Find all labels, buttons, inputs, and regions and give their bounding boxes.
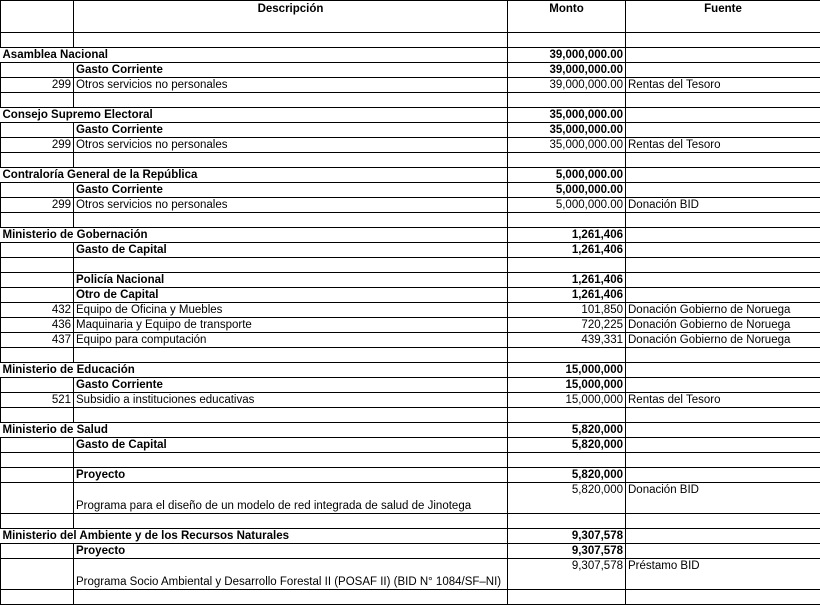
institution-amount: 35,000,000.00 xyxy=(508,108,626,123)
table-row xyxy=(1,393,820,408)
row-description: Maquinaria y Equipo de transporte xyxy=(74,318,508,333)
table-row xyxy=(1,258,820,273)
row-code xyxy=(1,408,74,423)
table-row xyxy=(1,544,820,559)
row-source: Rentas del Tesoro xyxy=(626,138,820,153)
row-amount xyxy=(508,408,626,423)
row-source xyxy=(626,183,820,198)
row-source: Donación Gobierno de Noruega xyxy=(626,303,820,318)
row-amount: 1,261,406 xyxy=(508,288,626,303)
row-amount: 5,820,000 xyxy=(508,483,626,514)
row-amount: 1,261,406 xyxy=(508,243,626,258)
table-row xyxy=(1,318,820,333)
row-amount xyxy=(508,590,626,605)
row-description: Subsidio a instituciones educativas xyxy=(74,393,508,408)
row-amount: 439,331 xyxy=(508,333,626,348)
row-source xyxy=(626,423,820,438)
row-source xyxy=(626,123,820,138)
table-row xyxy=(1,168,820,183)
table-row xyxy=(1,378,820,393)
row-source xyxy=(626,243,820,258)
table-row xyxy=(1,288,820,303)
row-source xyxy=(626,544,820,559)
table-row xyxy=(1,333,820,348)
row-description: Gasto de Capital xyxy=(74,438,508,453)
row-description xyxy=(74,453,508,468)
table-body xyxy=(1,33,820,605)
row-code xyxy=(1,453,74,468)
row-amount: 101,850 xyxy=(508,303,626,318)
table-row xyxy=(1,590,820,605)
row-code xyxy=(1,123,74,138)
row-code xyxy=(1,378,74,393)
row-code xyxy=(1,63,74,78)
row-source xyxy=(626,529,820,544)
table-row xyxy=(1,78,820,93)
row-description xyxy=(74,590,508,605)
row-source xyxy=(626,213,820,228)
row-amount: 1,261,406 xyxy=(508,273,626,288)
institution-amount: 5,820,000 xyxy=(508,423,626,438)
table-row xyxy=(1,198,820,213)
row-description xyxy=(74,213,508,228)
row-source xyxy=(626,153,820,168)
row-description: Proyecto xyxy=(74,544,508,559)
row-code: 299 xyxy=(1,78,74,93)
row-source: Donación BID xyxy=(626,198,820,213)
table-row xyxy=(1,468,820,483)
table-row xyxy=(1,303,820,318)
row-source: Donación Gobierno de Noruega xyxy=(626,318,820,333)
row-amount: 9,307,578 xyxy=(508,544,626,559)
table-row xyxy=(1,33,820,48)
row-description: Otros servicios no personales xyxy=(74,198,508,213)
row-source xyxy=(626,48,820,63)
row-source xyxy=(626,348,820,363)
institution-name: Ministerio de Educación xyxy=(1,363,508,378)
row-description: Gasto Corriente xyxy=(74,378,508,393)
row-code xyxy=(1,213,74,228)
row-code: 521 xyxy=(1,393,74,408)
row-code xyxy=(1,468,74,483)
row-source xyxy=(626,108,820,123)
institution-amount: 5,000,000.00 xyxy=(508,168,626,183)
table-row xyxy=(1,453,820,468)
row-source xyxy=(626,438,820,453)
row-amount xyxy=(508,258,626,273)
row-amount: 35,000,000.00 xyxy=(508,138,626,153)
row-description: Gasto Corriente xyxy=(74,183,508,198)
row-code xyxy=(1,93,74,108)
row-code xyxy=(1,590,74,605)
row-source: Rentas del Tesoro xyxy=(626,393,820,408)
institution-name: Ministerio de Gobernación xyxy=(1,228,508,243)
row-source xyxy=(626,514,820,529)
table-row xyxy=(1,63,820,78)
row-amount: 5,820,000 xyxy=(508,438,626,453)
row-source xyxy=(626,288,820,303)
row-amount xyxy=(508,348,626,363)
row-code xyxy=(1,273,74,288)
row-code xyxy=(1,33,74,48)
row-code: 432 xyxy=(1,303,74,318)
institution-amount: 39,000,000.00 xyxy=(508,48,626,63)
row-code: 437 xyxy=(1,333,74,348)
row-source xyxy=(626,408,820,423)
table-row xyxy=(1,514,820,529)
table-row xyxy=(1,243,820,258)
row-code xyxy=(1,544,74,559)
row-amount xyxy=(508,153,626,168)
header-source: Fuente xyxy=(626,1,820,33)
row-description: Equipo de Oficina y Muebles xyxy=(74,303,508,318)
institution-amount: 1,261,406 xyxy=(508,228,626,243)
row-amount xyxy=(508,213,626,228)
table-row xyxy=(1,108,820,123)
row-amount: 720,225 xyxy=(508,318,626,333)
row-code xyxy=(1,243,74,258)
row-amount: 5,000,000.00 xyxy=(508,183,626,198)
table-row xyxy=(1,363,820,378)
table-row xyxy=(1,529,820,544)
row-description xyxy=(74,33,508,48)
institution-name: Ministerio de Salud xyxy=(1,423,508,438)
row-code: 436 xyxy=(1,318,74,333)
institution-amount: 15,000,000 xyxy=(508,363,626,378)
table-row xyxy=(1,438,820,453)
table-row xyxy=(1,93,820,108)
row-amount: 5,820,000 xyxy=(508,468,626,483)
header-code xyxy=(1,1,74,33)
table-row xyxy=(1,423,820,438)
row-amount xyxy=(508,514,626,529)
row-code xyxy=(1,288,74,303)
row-code xyxy=(1,438,74,453)
table-row xyxy=(1,213,820,228)
institution-name: Contraloría General de la República xyxy=(1,168,508,183)
table-row xyxy=(1,408,820,423)
row-code xyxy=(1,348,74,363)
row-description: Programa Socio Ambiental y Desarrollo Forestal II (POSAF II) (BID N° 1084/SF–NI) xyxy=(74,559,508,590)
row-description: Otros servicios no personales xyxy=(74,138,508,153)
row-description xyxy=(74,93,508,108)
row-description xyxy=(74,153,508,168)
row-code xyxy=(1,559,74,590)
row-code xyxy=(1,483,74,514)
row-amount: 5,000,000.00 xyxy=(508,198,626,213)
row-source: Rentas del Tesoro xyxy=(626,78,820,93)
row-description: Programa para el diseño de un modelo de red integrada de salud de Jinotega xyxy=(74,483,508,514)
row-source xyxy=(626,273,820,288)
row-source xyxy=(626,590,820,605)
header-description: Descripción xyxy=(74,1,508,33)
table-row xyxy=(1,153,820,168)
row-amount: 9,307,578 xyxy=(508,559,626,590)
header-amount: Monto xyxy=(508,1,626,33)
row-source xyxy=(626,258,820,273)
row-amount: 35,000,000.00 xyxy=(508,123,626,138)
row-amount xyxy=(508,453,626,468)
row-amount xyxy=(508,33,626,48)
row-source xyxy=(626,468,820,483)
row-code: 299 xyxy=(1,138,74,153)
row-amount: 39,000,000.00 xyxy=(508,78,626,93)
institution-amount: 9,307,578 xyxy=(508,529,626,544)
row-source xyxy=(626,453,820,468)
row-description: Policía Nacional xyxy=(74,273,508,288)
row-source: Préstamo BID xyxy=(626,559,820,590)
table-row xyxy=(1,559,820,590)
row-description: Gasto Corriente xyxy=(74,63,508,78)
row-description xyxy=(74,258,508,273)
row-amount: 39,000,000.00 xyxy=(508,63,626,78)
row-source: Donación BID xyxy=(626,483,820,514)
table-row xyxy=(1,483,820,514)
row-source xyxy=(626,228,820,243)
row-description: Equipo para computación xyxy=(74,333,508,348)
row-source: Donación Gobierno de Noruega xyxy=(626,333,820,348)
row-description xyxy=(74,408,508,423)
table-row xyxy=(1,183,820,198)
row-description xyxy=(74,514,508,529)
row-code xyxy=(1,258,74,273)
row-description: Otro de Capital xyxy=(74,288,508,303)
row-code: 299 xyxy=(1,198,74,213)
institution-name: Consejo Supremo Electoral xyxy=(1,108,508,123)
row-source xyxy=(626,363,820,378)
row-code xyxy=(1,153,74,168)
row-source xyxy=(626,63,820,78)
row-amount xyxy=(508,93,626,108)
row-code xyxy=(1,514,74,529)
row-source xyxy=(626,33,820,48)
row-description xyxy=(74,348,508,363)
row-source xyxy=(626,93,820,108)
table-row xyxy=(1,123,820,138)
institution-name: Asamblea Nacional xyxy=(1,48,508,63)
table-row xyxy=(1,348,820,363)
table-header-row xyxy=(1,1,820,33)
institution-name: Ministerio del Ambiente y de los Recursos Naturales xyxy=(1,529,508,544)
row-description: Gasto Corriente xyxy=(74,123,508,138)
table-row xyxy=(1,273,820,288)
table-row xyxy=(1,138,820,153)
table-row xyxy=(1,48,820,63)
row-amount: 15,000,000 xyxy=(508,393,626,408)
row-source xyxy=(626,378,820,393)
row-description: Proyecto xyxy=(74,468,508,483)
row-amount: 15,000,000 xyxy=(508,378,626,393)
row-description: Otros servicios no personales xyxy=(74,78,508,93)
row-description: Gasto de Capital xyxy=(74,243,508,258)
table-row xyxy=(1,228,820,243)
row-source xyxy=(626,168,820,183)
row-code xyxy=(1,183,74,198)
